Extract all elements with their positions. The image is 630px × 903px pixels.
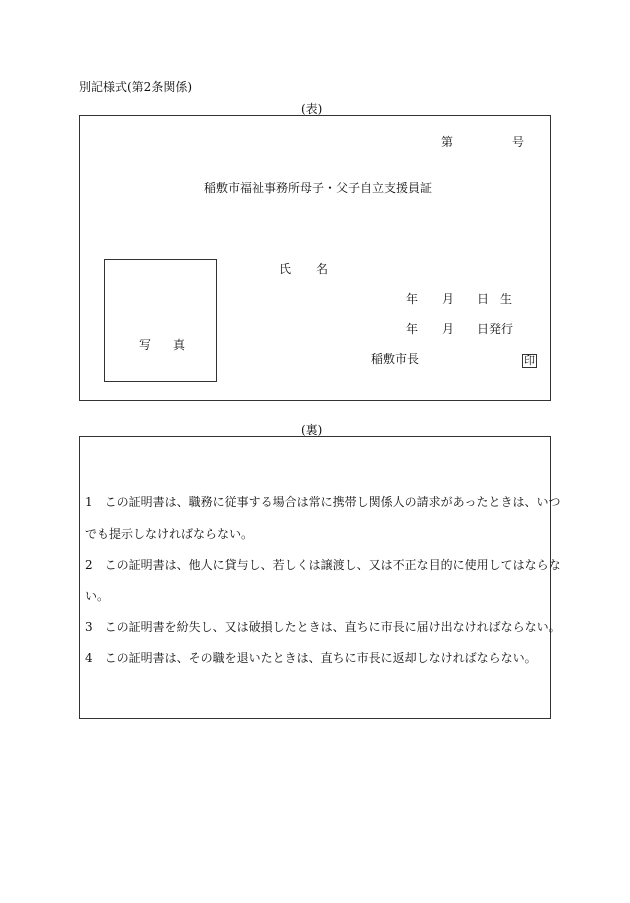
form-heading: 別記様式(第2条関係) xyxy=(79,80,192,94)
photo-label-1: 写 xyxy=(139,338,152,352)
certificate-back xyxy=(79,436,561,719)
birth-suffix: 生 xyxy=(500,292,513,306)
issue-month: 月 xyxy=(442,322,455,336)
issuer: 稲敷市長 xyxy=(371,352,420,366)
seal-mark xyxy=(522,349,537,368)
seal-text: 印 xyxy=(524,354,535,367)
number-prefix: 第 xyxy=(441,135,454,149)
birth-month: 月 xyxy=(442,292,455,306)
name-label-2: 名 xyxy=(316,262,329,276)
issue-year: 年 xyxy=(406,322,419,336)
note-2-line-1: 2 この証明書は、他人に貸与し、若しくは譲渡し、又は不正な目的に使用してはならな xyxy=(85,558,561,572)
certificate-title: 稲敷市福祉事務所母子・父子自立支援員証 xyxy=(204,181,433,195)
photo-box xyxy=(104,259,217,382)
name-label-1: 氏 xyxy=(279,262,292,276)
certificate-front xyxy=(79,115,551,401)
number-suffix: 号 xyxy=(512,135,525,149)
note-3: 3 この証明書を紛失し、又は破損したときは、直ちに市長に届け出なければならない。 xyxy=(85,620,561,634)
note-4: 4 この証明書は、その職を退いたときは、直ちに市長に返却しなければならない。 xyxy=(85,651,537,665)
note-2-line-2: い。 xyxy=(85,589,110,603)
issue-day-suffix: 日発行 xyxy=(477,322,514,336)
note-1-line-2: でも提示しなければならない。 xyxy=(85,527,254,541)
back-caption: (裏) xyxy=(301,423,323,437)
birth-day: 日 xyxy=(477,292,490,306)
photo-label-2: 真 xyxy=(173,338,186,352)
birth-year: 年 xyxy=(406,292,419,306)
front-caption: (表) xyxy=(301,102,323,116)
note-1-line-1: 1 この証明書は、職務に従事する場合は常に携帯し関係人の請求があったときは、いつ xyxy=(85,495,561,509)
